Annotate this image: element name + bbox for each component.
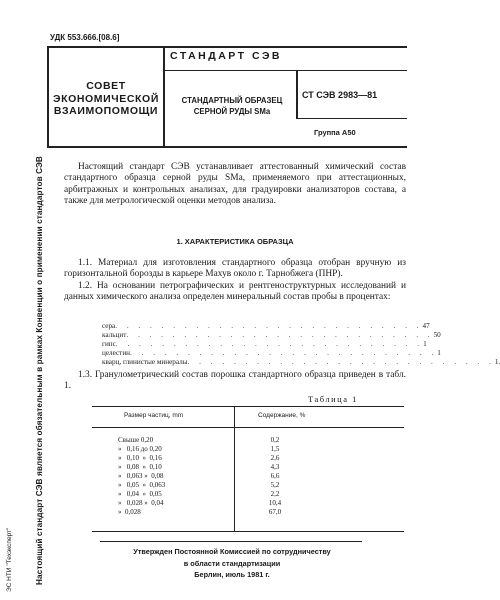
header-top-rule [47, 46, 407, 48]
table-row-value: 0,2 [270, 436, 280, 444]
leader-dots: . . . . . . . . . . . . . . . . . . . . . . . . . . . [115, 322, 423, 330]
mineral-name: кальцит [102, 331, 127, 339]
mineral-row [102, 358, 500, 367]
table-row-value: 2,6 [270, 454, 280, 462]
table-row-range: » 0,028 » 0,04 [118, 499, 164, 507]
table-row-value: 67,0 [268, 508, 282, 516]
sample-title-line-2: СЕРНОЙ РУДЫ SMa [193, 107, 271, 116]
header-code-rule [296, 118, 407, 119]
side-validity-note: Настоящий стандарт СЭВ является обязательным в рамках Конвенции о применении стандартов СЭВ [35, 156, 44, 585]
table-row-value: 2,2 [270, 490, 280, 498]
table-row-value: 1,5 [270, 445, 280, 453]
table-row-range: » 0,04 » 0,05 [118, 490, 162, 498]
side-source-note: ЭС НТИ "Техэксперт" [6, 527, 13, 592]
header-inner-rule [163, 70, 407, 71]
table-caption: Таблица 1 [308, 394, 358, 404]
approval-line-2: в области стандартизации [183, 558, 281, 568]
paragraph-1-1: 1.1. Материал для изготовления стандартного образца отобран вручную из горизонтальной борозды в карьере Махув около г. Тарнобжега (ПНР). [64, 258, 406, 280]
council-name [52, 80, 160, 118]
intro-paragraph: Настоящий стандарт СЭВ устанавливает аттестованный химический состав стандартного образца серной руды SMa, применяемого при аттестационных, арбитражных и контрольных анализах, для градуировки анализаторов состава, а также для метрологической оценки методов анализа. [64, 162, 406, 206]
mineral-row [102, 349, 441, 358]
section-heading: 1. ХАРАКТЕРИСТИКА ОБРАЗЦА [176, 237, 294, 246]
paragraph-1-3: 1.3. Гранулометрический состав порошка стандартного образца приведен в табл. 1. [64, 370, 406, 392]
approval-line-3: Берлин, июль 1981 г. [194, 570, 270, 579]
mineral-value: 47 [422, 322, 430, 330]
table-row-range: » 0,16 до 0,20 [118, 445, 162, 453]
table-row-value: 5,2 [270, 481, 280, 489]
mineral-value: 1 [437, 349, 441, 357]
leader-dots: . . . . . . . . . . . . . . . . . . . . . . . . . . . [187, 358, 495, 366]
mineral-value: 50 [433, 331, 441, 339]
council-line-1: СОВЕТ [86, 80, 126, 92]
sample-title-line-1: СТАНДАРТНЫЙ ОБРАЗЕЦ [181, 96, 283, 105]
table-row-range: » 0,10 » 0,16 [118, 454, 162, 462]
table-row-range: » 0,028 [118, 508, 141, 516]
header-divider-right [296, 70, 298, 118]
leader-dots: . . . . . . . . . . . . . . . . . . . . . . . . . . . [115, 340, 424, 348]
table-bottom-rule [92, 531, 404, 532]
approval-line-1: Утвержден Постоянной Комиссией по сотрудничеству [133, 547, 331, 556]
council-line-3: ВЗАИМОПОМОЩИ [53, 105, 159, 117]
standard-code: СТ СЭВ 2983—81 [302, 90, 378, 100]
header-bottom-rule [47, 146, 407, 148]
mineral-value: 1 [423, 340, 427, 348]
table-row-range: » 0,063 » 0,08 [118, 472, 164, 480]
table-header-content: Содержание, % [258, 412, 306, 419]
approval-note [110, 546, 354, 581]
table-header-size: Размер частиц, mm [124, 412, 184, 419]
paragraph-1-2: 1.2. На основании петрографических и рентгеноструктурных исследований и данных химического анализа определен минеральный состав пробы в процентах: [64, 281, 406, 303]
mineral-name: сера [102, 322, 116, 330]
mineral-name: целестин [102, 349, 131, 357]
table-row-range: Свыше 0,20 [118, 436, 154, 444]
mineral-value: 1. [494, 358, 500, 366]
mineral-name: гипс [102, 340, 116, 348]
leader-dots: . . . . . . . . . . . . . . . . . . . . . . . . . . . [130, 349, 438, 357]
leader-dots: . . . . . . . . . . . . . . . . . . . . . . . . . . . [126, 331, 434, 339]
table-row-value: 4,3 [270, 463, 280, 471]
table-row-value: 10,4 [268, 499, 282, 507]
footer-rule [100, 541, 362, 542]
council-line-2: ЭКОНОМИЧЕСКОЙ [53, 92, 159, 105]
header-left-rule [47, 46, 49, 146]
mineral-row [102, 322, 430, 331]
table-top-rule [92, 406, 404, 407]
table-row-range: » 0,05 » 0,063 [118, 481, 166, 489]
table-row-range: » 0,08 » 0,10 [118, 463, 162, 471]
table-row-value: 6,6 [270, 472, 280, 480]
mineral-name: кварц, глинистые минералы [102, 358, 188, 366]
standard-label: СТАНДАРТ СЭВ [170, 50, 282, 62]
udk-code: УДК 553.666.[08.6] [50, 33, 120, 42]
mineral-row [102, 340, 427, 349]
group-label: Группа А50 [314, 128, 356, 137]
table-column-divider [234, 406, 235, 531]
sample-title [172, 95, 292, 117]
table-header-rule [92, 427, 404, 428]
header-divider-left [163, 46, 165, 146]
mineral-row [102, 331, 441, 340]
